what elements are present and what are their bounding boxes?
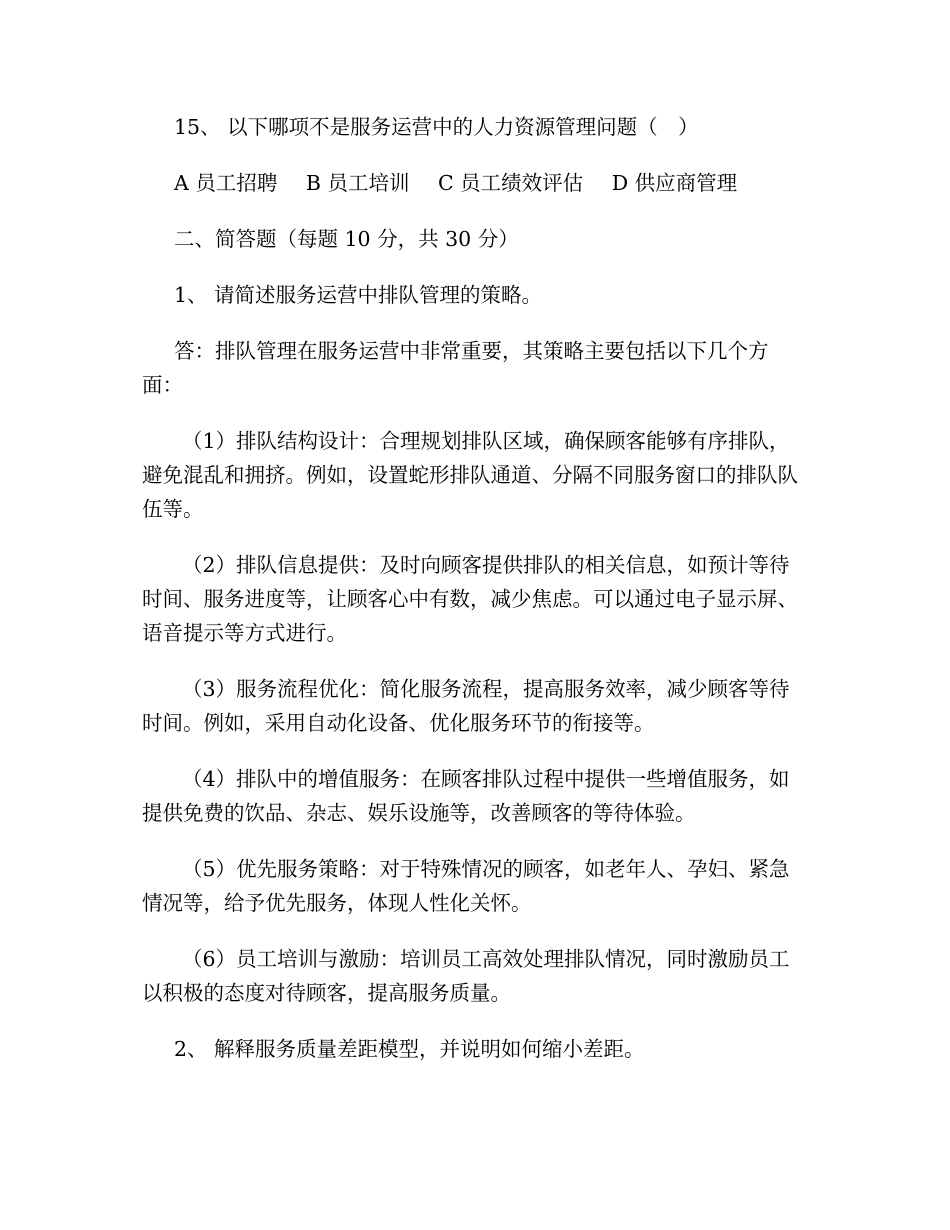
question-15-options — [142, 166, 806, 200]
answer-point-6: （6）员工培训与激励：培训员工高效处理排队情况，同时激励员工以积极的态度对待顾客，提高服务质量。 — [142, 947, 790, 1005]
option-c: C 员工绩效评估 — [437, 171, 584, 195]
option-a: A 员工招聘 — [174, 171, 278, 195]
question-15: 15、 以下哪项不是服务运营中的人力资源管理问题（ ） — [174, 115, 699, 139]
document-body — [142, 110, 806, 1088]
answer-point-2: （2）排队信息提供：及时向顾客提供排队的相关信息，如预计等待时间、服务进度等，让顾客心中有数，减少焦虑。可以通过电子显示屏、语音提示等方式进行。 — [142, 553, 798, 645]
answer-point-1: （1）排队结构设计：合理规划排队区域，确保顾客能够有序排队，避免混乱和拥挤。例如，设置蛇形排队通道、分隔不同服务窗口的排队队伍等。 — [142, 429, 798, 521]
section-heading: 二、简答题（每题 10 分，共 30 分） — [174, 227, 519, 251]
answer-point-4: （4）排队中的增值服务：在顾客排队过程中提供一些增值服务，如提供免费的饮品、杂志、娱乐设施等，改善顾客的等待体验。 — [142, 767, 790, 825]
answer-point-5: （5）优先服务策略：对于特殊情况的顾客，如老年人、孕妇、紧急情况等，给予优先服务，体现人性化关怀。 — [142, 857, 790, 915]
option-d: D 供应商管理 — [611, 171, 738, 195]
question-1: 1、 请简述服务运营中排队管理的策略。 — [174, 283, 543, 307]
answer-intro: 答：排队管理在服务运营中非常重要，其策略主要包括以下几个方面： — [142, 339, 769, 397]
option-b: B 员工培训 — [305, 171, 410, 195]
question-2: 2、 解释服务质量差距模型，并说明如何缩小差距。 — [174, 1037, 645, 1061]
answer-point-3: （3）服务流程优化：简化服务流程，提高服务效率，减少顾客等待时间。例如，采用自动化设备、优化服务环节的衔接等。 — [142, 677, 790, 735]
